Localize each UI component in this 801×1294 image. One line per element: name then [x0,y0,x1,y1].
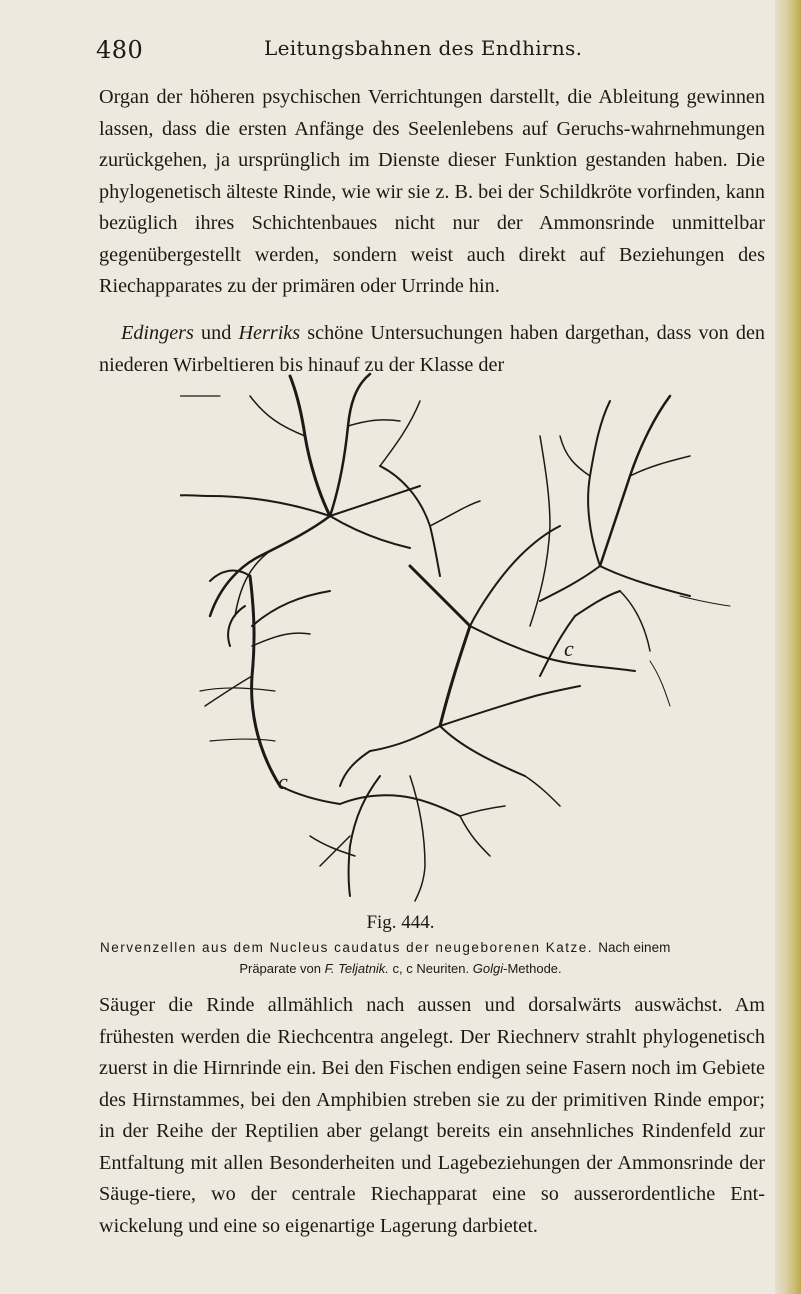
figure-number: Fig. 444. [366,912,435,933]
paragraph-3: Säuger die Rinde allmählich nach aussen und dorsalwärts auswächst. Am frühesten werden die Riechcentra angelegt. Der Riechnerv strahlt phylogenetisch zuerst in die Hirnrinde ein. Bei den Fischen endigen seine Fasern noch im Gebiete des Hirnstammes, bei den Amphibien streben sie zu der primitiven Rinde empor; in der Reihe der Reptilien aber gelangt bereits ein ansehnliches Rindenfeld zur Entfaltung mit allen Besonderheiten und Lagebeziehungen der Ammonsrinde der Säuge-tiere, wo der centrale Riechapparat eine so ausserordentliche Ent-wickelung und eine so eigenartige Lagerung darbietet. [99,994,765,1237]
caption-spaced-text: Nervenzellen aus dem Nucleus caudatus der neugeborenen Katze. [100,940,594,955]
caption-neuriten: c, c Neuriten. [388,961,473,976]
neuron-drawing [180,366,740,906]
caption-tail-text: Nach einem [598,940,671,955]
caption-prefix: Präparate von [239,961,325,976]
running-title: Leitungsbahnen des Endhirns. [264,36,583,60]
caption-author: F. Teljatnik. [324,961,389,976]
neuron-illustration [180,366,740,906]
author-herrik: Herriks [238,322,301,344]
page-header [96,36,768,76]
paragraph-2-and: und [193,322,239,344]
neurite-label-upper: c [564,636,574,661]
page-number: 480 [96,36,144,64]
caption-method-name: Golgi [472,961,504,976]
neurite-label-lower: c [278,769,288,794]
figure-caption-line-2 [100,959,701,979]
caption-method-suffix: -Methode. [503,961,562,976]
paragraph-2-text: schöne Untersuchungen haben dargethan, dass von den niederen Wirbeltieren bis hinauf zu der Klasse der [99,322,766,376]
author-edinger: Edingers [121,322,194,344]
figure-caption-line-1 [100,938,770,958]
paragraph-1: Organ der höheren psychischen Verrichtungen darstellt, die Ableitung gewinnen lassen, dass die ersten Anfänge des Seelenlebens auf Geruchs-wahrnehmungen zurückgehen, ja ursprünglich im Dienste dieser Funktion gestanden haben. Die phylogenetisch älteste Rinde, wie wir sie z. B. bei der Schildkröte vorfinden, kann bezüglich ihres Schichtenbaues nicht nur der Ammonsrinde unmittelbar gegenübergestellt werden, sondern weist auch direkt auf Beziehungen des Riechapparates zu der primären oder Urrinde hin. [99,86,765,297]
page-edge-shadow [775,0,801,1294]
